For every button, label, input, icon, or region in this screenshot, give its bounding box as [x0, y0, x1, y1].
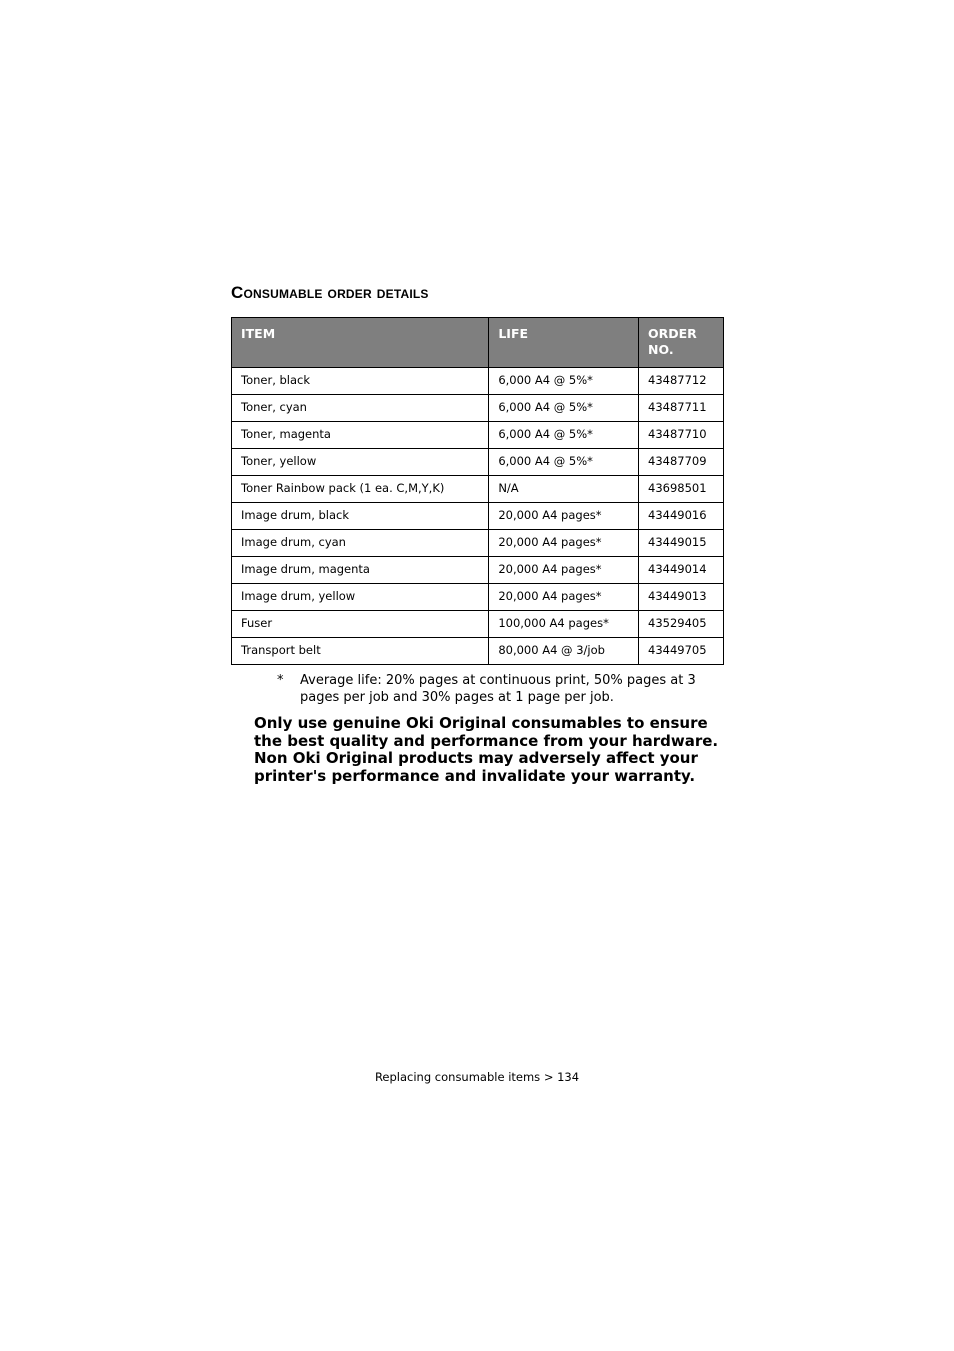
cell-life: 6,000 A4 @ 5%*	[489, 368, 639, 395]
cell-order-no: 43449705	[639, 638, 724, 665]
cell-order-no: 43529405	[639, 611, 724, 638]
table-row	[232, 584, 724, 611]
page-footer: Replacing consumable items > 134	[374, 1070, 580, 1084]
cell-life: 20,000 A4 pages*	[489, 557, 639, 584]
table-row	[232, 503, 724, 530]
cell-order-no: 43487711	[639, 395, 724, 422]
header-item: ITEM	[232, 318, 489, 368]
table-header	[232, 318, 724, 368]
cell-order-no: 43449016	[639, 503, 724, 530]
cell-item: Image drum, black	[232, 503, 489, 530]
table-row	[232, 611, 724, 638]
table-row	[232, 530, 724, 557]
table-row	[232, 557, 724, 584]
footnote-marker: *	[277, 673, 284, 688]
table-row	[232, 449, 724, 476]
cell-item: Toner, magenta	[232, 422, 489, 449]
cell-order-no: 43487712	[639, 368, 724, 395]
cell-item: Fuser	[232, 611, 489, 638]
cell-order-no: 43487710	[639, 422, 724, 449]
cell-life: 20,000 A4 pages*	[489, 530, 639, 557]
cell-order-no: 43698501	[639, 476, 724, 503]
cell-life: 6,000 A4 @ 5%*	[489, 422, 639, 449]
cell-item: Toner, cyan	[232, 395, 489, 422]
cell-item: Toner Rainbow pack (1 ea. C,M,Y,K)	[232, 476, 489, 503]
footnote	[277, 673, 717, 706]
cell-item: Toner, yellow	[232, 449, 489, 476]
cell-life: N/A	[489, 476, 639, 503]
cell-order-no: 43449015	[639, 530, 724, 557]
cell-item: Toner, black	[232, 368, 489, 395]
cell-item: Image drum, cyan	[232, 530, 489, 557]
cell-order-no: 43449014	[639, 557, 724, 584]
header-row	[232, 318, 724, 368]
footnote-text: Average life: 20% pages at continuous print, 50% pages at 3 pages per job and 30% pages at 1 page per job.	[300, 673, 696, 705]
table-row	[232, 638, 724, 665]
cell-life: 80,000 A4 @ 3/job	[489, 638, 639, 665]
table-row	[232, 368, 724, 395]
cell-item: Transport belt	[232, 638, 489, 665]
cell-item: Image drum, magenta	[232, 557, 489, 584]
warning-note: Only use genuine Oki Original consumables to ensure the best quality and performance from your hardware. Non Oki Original products may adversely affect your printer's performance and invalidate your warranty.	[254, 714, 719, 785]
section-heading: Consumable order details	[231, 283, 429, 302]
cell-order-no: 43487709	[639, 449, 724, 476]
table-body	[232, 368, 724, 665]
table-row	[232, 395, 724, 422]
cell-life: 6,000 A4 @ 5%*	[489, 449, 639, 476]
cell-life: 20,000 A4 pages*	[489, 584, 639, 611]
table-row	[232, 422, 724, 449]
cell-life: 6,000 A4 @ 5%*	[489, 395, 639, 422]
table-row	[232, 476, 724, 503]
cell-order-no: 43449013	[639, 584, 724, 611]
cell-item: Image drum, yellow	[232, 584, 489, 611]
cell-life: 20,000 A4 pages*	[489, 503, 639, 530]
cell-life: 100,000 A4 pages*	[489, 611, 639, 638]
consumables-table	[231, 317, 724, 665]
header-life: LIFE	[489, 318, 639, 368]
header-order-no: ORDER NO.	[639, 318, 724, 368]
